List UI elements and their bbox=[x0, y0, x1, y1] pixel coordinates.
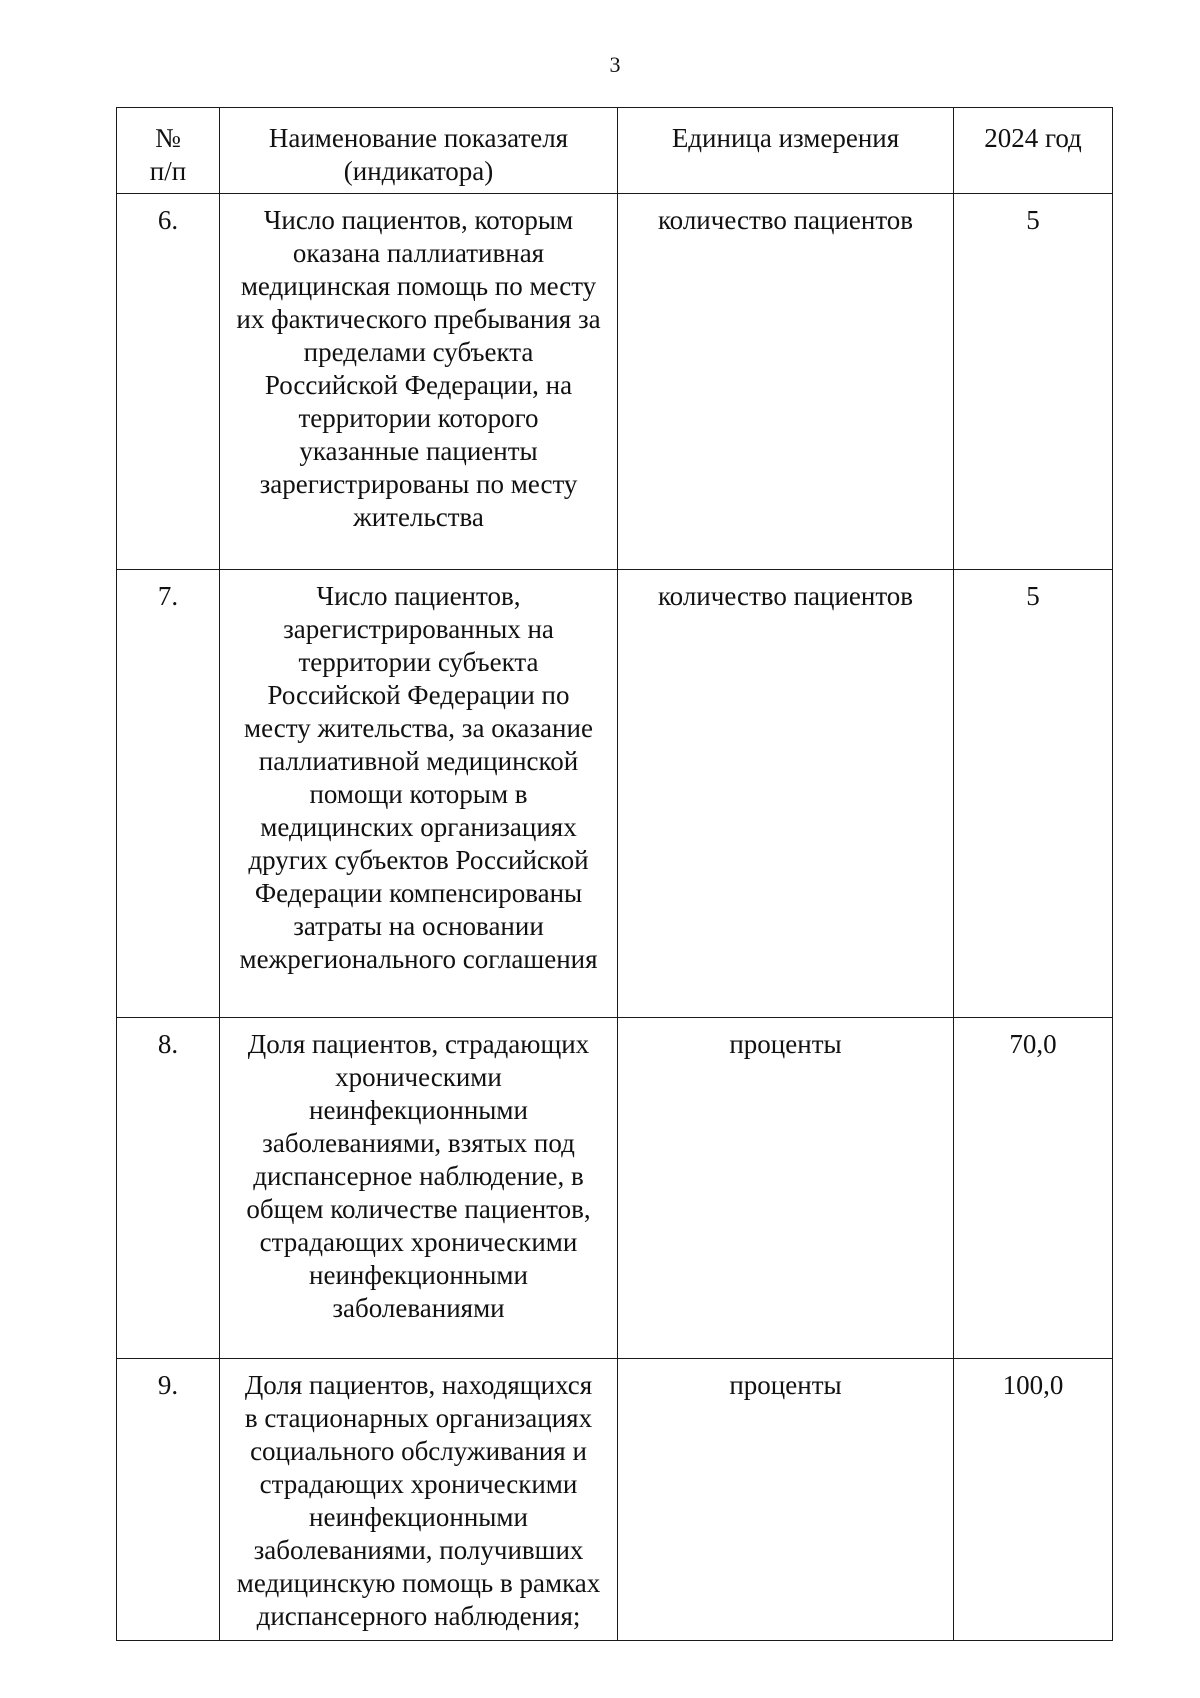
header-unit-label: Единица измерения bbox=[671, 123, 900, 153]
table-row bbox=[117, 194, 1113, 570]
header-year bbox=[954, 108, 1113, 194]
header-num-label: № п/п bbox=[149, 123, 187, 186]
row-number: 8. bbox=[117, 1018, 220, 1359]
year-value-cell: 100,0 bbox=[954, 1359, 1113, 1641]
indicator-name: Доля пациентов, находящихся в стационарных организациях социального обслуживания и страдающих хроническими неинфекционными заболеваниями, получивших медицинскую помощь в рамках диспансерного наблюдения; bbox=[236, 1370, 601, 1631]
header-year-label: 2024 год bbox=[984, 123, 1082, 153]
table-row bbox=[117, 1359, 1113, 1641]
unit-cell: количество пациентов bbox=[618, 570, 954, 1018]
header-unit bbox=[618, 108, 954, 194]
header-name-label: Наименование показателя (индикатора) bbox=[268, 123, 569, 186]
header-name bbox=[220, 108, 618, 194]
year-value-cell: 5 bbox=[954, 194, 1113, 570]
row-number: 6. bbox=[117, 194, 220, 570]
year-value-cell: 70,0 bbox=[954, 1018, 1113, 1359]
indicator-name: Число пациентов, зарегистрированных на территории субъекта Российской Федерации по месту жительства, за оказание паллиативной медицинской помощи которым в медицинских организациях других субъектов Российской Федерации компенсированы затраты на основании межрегионального соглашения bbox=[239, 581, 598, 974]
indicators-table bbox=[116, 107, 1113, 1641]
indicator-name: Доля пациентов, страдающих хроническими неинфекционными заболеваниями, взятых под диспансерное наблюдение, в общем количестве пациентов, страдающих хроническими неинфекционными заболеваниями bbox=[246, 1029, 591, 1323]
table-header-row bbox=[117, 108, 1113, 194]
indicator-name: Число пациентов, которым оказана паллиативная медицинская помощь по месту их фактического пребывания за пределами субъекта Российской Федерации, на территории которого указанные пациенты зарегистрированы по месту жительства bbox=[236, 205, 601, 532]
table-row bbox=[117, 1018, 1113, 1359]
page-number: 3 bbox=[609, 52, 621, 77]
table-row bbox=[117, 570, 1113, 1018]
unit-cell: проценты bbox=[618, 1359, 954, 1641]
indicator-name-cell bbox=[220, 1359, 618, 1641]
indicator-name-cell bbox=[220, 1018, 618, 1359]
year-value-cell: 5 bbox=[954, 570, 1113, 1018]
unit-cell: количество пациентов bbox=[618, 194, 954, 570]
row-number: 7. bbox=[117, 570, 220, 1018]
indicator-name-cell bbox=[220, 194, 618, 570]
row-number: 9. bbox=[117, 1359, 220, 1641]
indicator-name-cell bbox=[220, 570, 618, 1018]
unit-cell: проценты bbox=[618, 1018, 954, 1359]
header-num bbox=[117, 108, 220, 194]
